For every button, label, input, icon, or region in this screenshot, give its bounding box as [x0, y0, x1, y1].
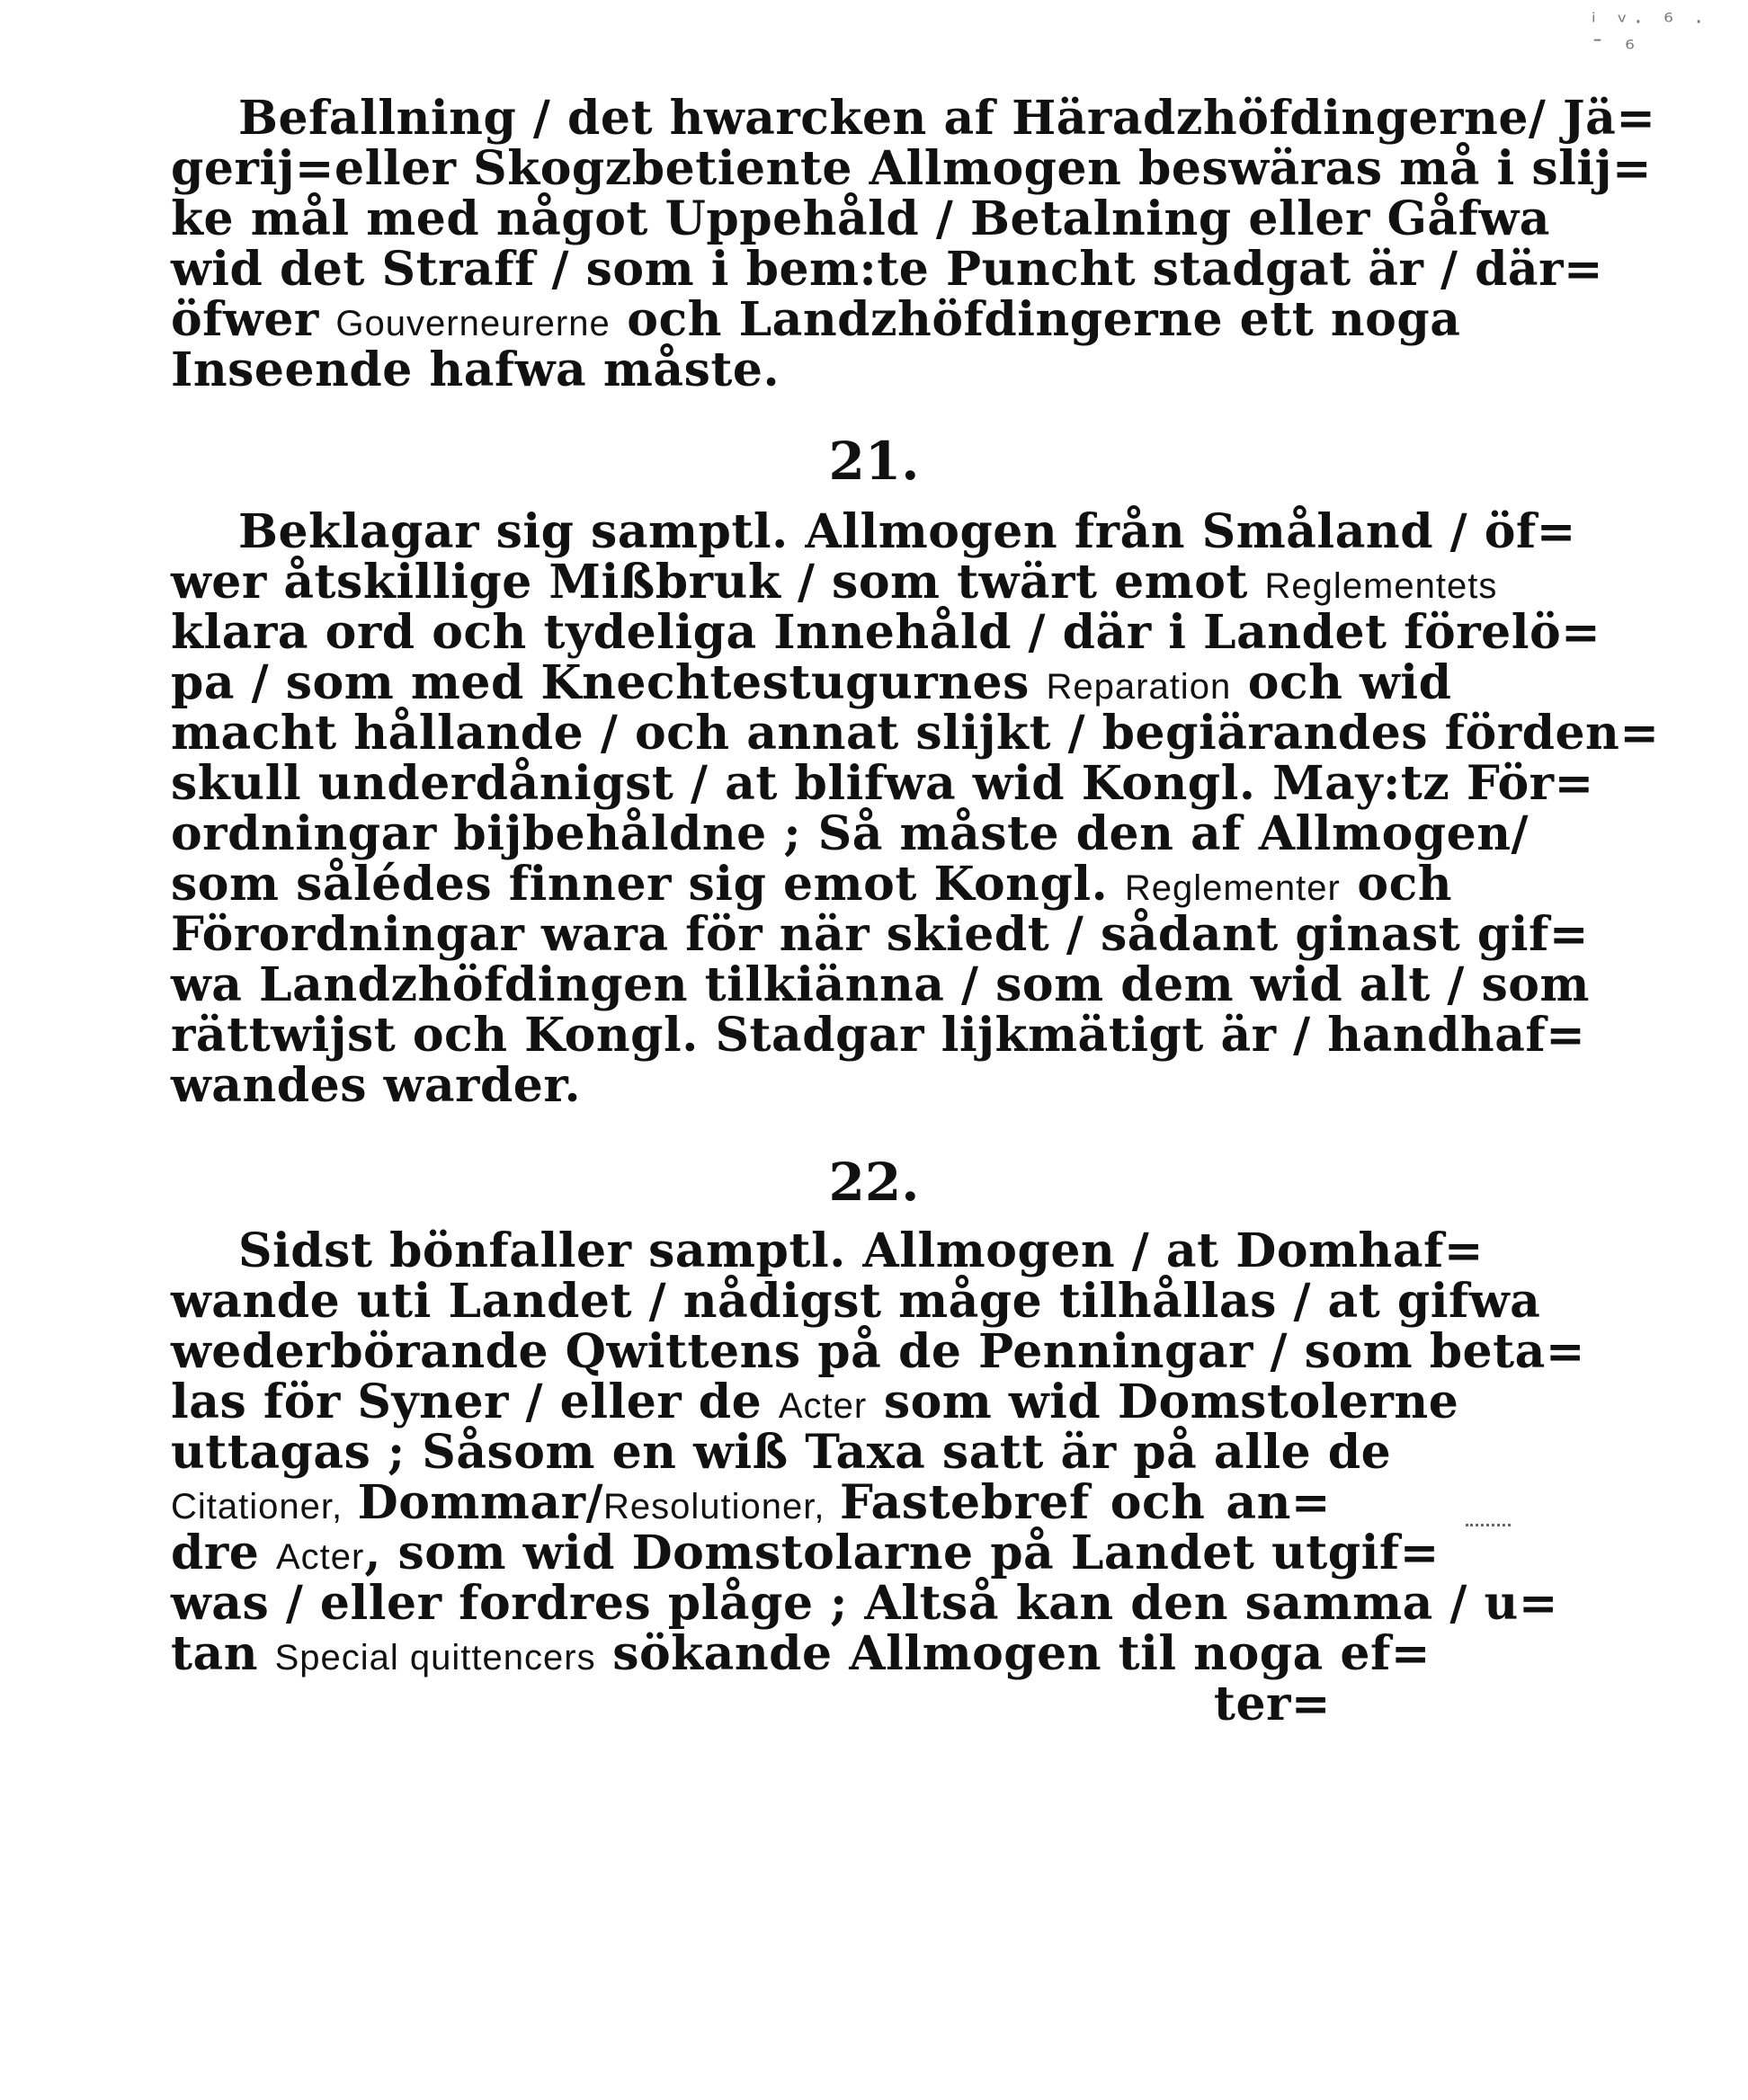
text-segment: Befallning / det hwarcken af Häradzhöfdingerne/ Jä= — [238, 91, 1656, 146]
latin-text: Acter — [778, 1386, 868, 1426]
text-segment: las för Syner / eller de — [171, 1375, 779, 1429]
text-segment: macht hållande / och annat slijkt / begiärandes förden= — [171, 706, 1660, 761]
paragraph-20-line — [171, 140, 1653, 198]
paragraph-21-line — [171, 705, 1660, 762]
latin-text: Reparation — [1046, 667, 1232, 707]
paragraph-20-line — [171, 241, 1604, 298]
paragraph-22-line — [171, 1424, 1392, 1482]
text-segment: som wid Domstolerne — [867, 1375, 1459, 1429]
paragraph-21-line — [171, 1057, 1331, 1115]
text-segment: och wid — [1231, 655, 1452, 710]
text-segment: wer åtskillige Mißbruk / som twärt emot — [171, 555, 1265, 610]
text-segment: ordningar bijbehåldne ; Så måste den af Allmogen/ — [171, 806, 1530, 861]
paragraph-20-line — [171, 191, 1550, 248]
latin-text: Gouverneurerne — [335, 304, 611, 343]
latin-text: Citationer, — [171, 1487, 358, 1526]
text-segment: och Landzhöfdingerne ett noga — [610, 292, 1461, 347]
paragraph-20-line — [238, 90, 1656, 147]
text-segment: klara ord och tydeliga Innehåld / där i Landet förelö= — [171, 605, 1601, 660]
paragraph-21-line — [171, 805, 1530, 863]
text-segment: Sidst bönfaller samptl. Allmogen / at Domhaf= — [238, 1224, 1484, 1278]
text-segment: Förordningar wara för när skiedt / sådant ginast gif= — [171, 907, 1589, 962]
text-segment: wid det Straff / som i bem:te Puncht stadgat är / där= — [171, 242, 1604, 297]
margin-dash-mark — [1466, 1524, 1511, 1526]
text-segment: Dommar/ — [357, 1475, 603, 1530]
text-segment: Fastebref och an= — [839, 1475, 1331, 1530]
latin-text: Resolutioner, — [603, 1487, 840, 1526]
text-segment: som sålédes finner sig emot Kongl. — [171, 857, 1125, 912]
text-segment: pa / som med Knechtestugurnes — [171, 655, 1047, 710]
text-segment: ke mål med något Uppehåld / Betalning eller Gåfwa — [171, 191, 1550, 246]
page-corner-marks: ⁱ ᵛ· ⁶ · ¯ ⁶ — [1592, 9, 1710, 63]
text-segment: skull underdånigst / at blifwa wid Kongl. May:tz För= — [171, 756, 1594, 811]
text-segment: wederbörande Qwittens på de Penningar / som beta= — [171, 1324, 1585, 1379]
paragraph-21-line — [238, 503, 1576, 561]
latin-text: Reglementer — [1124, 868, 1341, 908]
text-segment: Beklagar sig samptl. Allmogen från Småland / öf= — [238, 504, 1576, 559]
text-segment: was / eller fordres plåge ; Altså kan den samma / u= — [171, 1576, 1558, 1631]
paragraph-21-line — [171, 957, 1590, 1014]
text-segment: wa Landzhöfdingen tilkiänna / som dem wid alt / som — [171, 957, 1590, 1012]
text-segment: öfwer — [171, 292, 336, 347]
latin-text: Acter — [275, 1537, 365, 1577]
latin-text: Special quittencers — [274, 1638, 596, 1677]
section-number-22: 22. — [828, 1152, 920, 1213]
paragraph-22-line — [238, 1223, 1484, 1280]
text-segment: rättwijst och Kongl. Stadgar lijkmätigt är / handhaf= — [171, 1008, 1586, 1063]
paragraph-22-line — [171, 1323, 1585, 1381]
text-segment: dre — [171, 1526, 276, 1580]
text-segment: Inseende hafwa måste. — [171, 343, 780, 397]
text-segment: wande uti Landet / nådigst måge tilhållas / at gifwa — [171, 1274, 1541, 1329]
paragraph-22-line — [171, 1273, 1541, 1330]
text-segment: , som wid Domstolarne på Landet utgif= — [364, 1526, 1440, 1580]
text-segment: sökande Allmogen til noga ef= — [595, 1626, 1431, 1681]
paragraph-20-line — [171, 342, 1331, 399]
paragraph-21-line — [171, 906, 1589, 964]
text-segment: tan — [171, 1626, 275, 1681]
paragraph-21-line — [171, 755, 1594, 813]
latin-text: Reglementets — [1264, 566, 1498, 606]
text-segment: wandes warder. — [171, 1058, 582, 1113]
paragraph-21-line — [171, 604, 1601, 662]
text-segment: uttagas ; Såsom en wiß Taxa satt är på alle de — [171, 1425, 1392, 1480]
text-segment: gerij=eller Skogzbetiente Allmogen beswäras må i slij= — [171, 141, 1653, 196]
paragraph-21-line — [171, 1007, 1586, 1064]
section-number-21: 21. — [828, 431, 920, 492]
text-segment: och — [1340, 857, 1453, 912]
catchword: ter= — [1213, 1677, 1331, 1731]
paragraph-22-line — [171, 1575, 1558, 1633]
